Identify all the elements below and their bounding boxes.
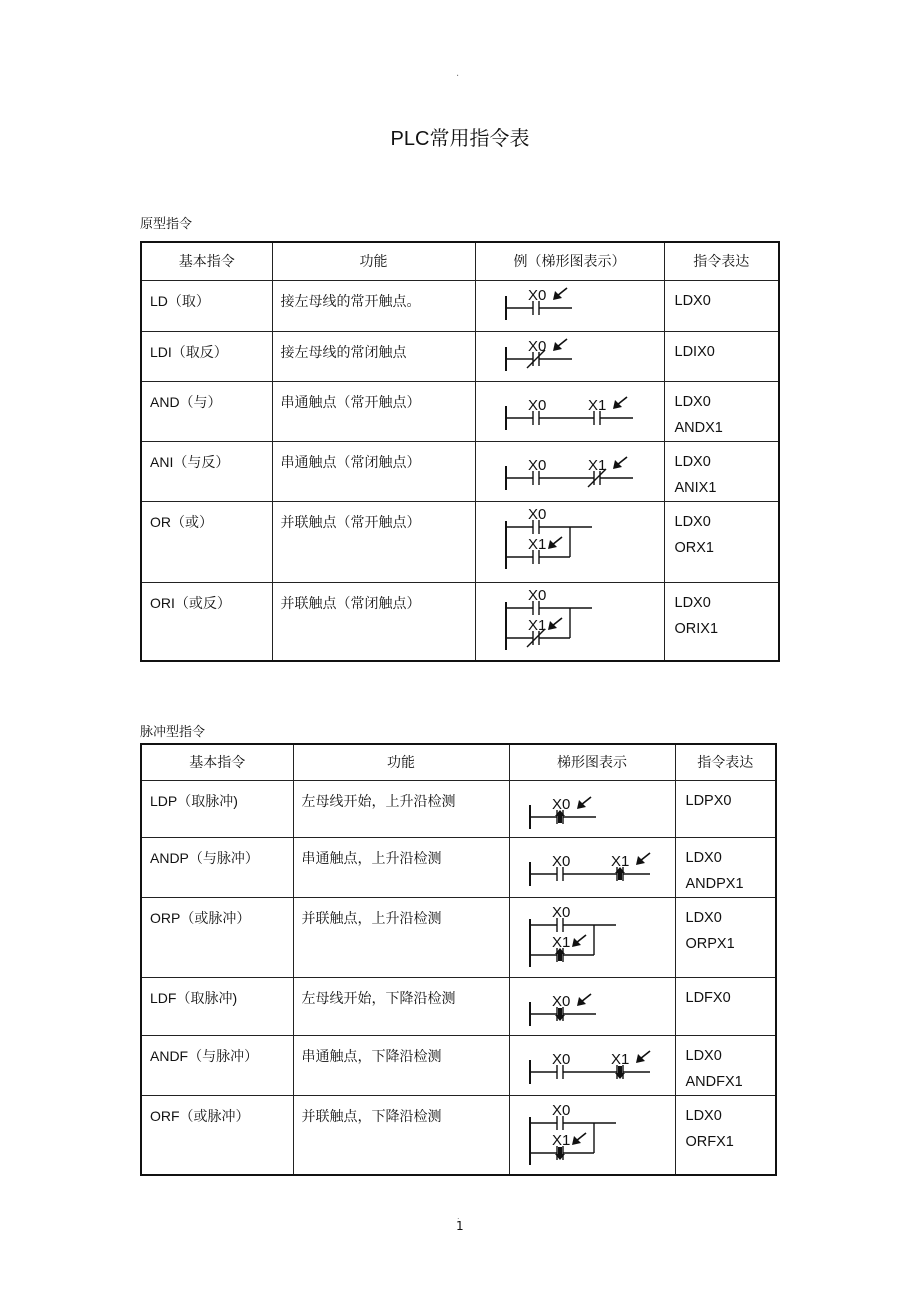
ladder-diagram [510,898,674,978]
expression-cell [675,1035,776,1095]
ladder-diagram [476,442,663,500]
expression-cell [675,977,776,1035]
contact-label: X0 [551,852,570,870]
section-label-pulse: 脉冲型指令 [140,725,206,740]
ladder-diagram-cell [509,977,675,1035]
expression-line: LDX0 [674,594,711,611]
expression-line: ANIX1 [674,479,717,496]
expression-line: ORFX1 [685,1133,734,1150]
contact-label: X0 [551,992,570,1010]
ladder-diagram [510,1096,674,1176]
header-cell: 指令表达 [664,242,779,280]
ladder-diagram-cell [509,1035,675,1095]
ladder-diagram [510,1036,674,1093]
header-cell: 梯形图表示 [509,744,675,780]
ladder-diagram-cell [475,280,664,331]
contact-label: X0 [551,1050,570,1068]
ladder-diagram [476,382,663,439]
expression-cell [664,381,779,441]
page-number: 1 [456,1219,464,1233]
ladder-diagram-cell [509,837,675,897]
expression-line: ANDX1 [674,419,723,436]
contact-label: X1 [587,396,606,414]
function-cell: 并联触点，上升沿检测 [293,897,509,977]
ladder-diagram-cell [509,897,675,977]
function-cell: 接左母线的常开触点。 [272,280,475,331]
function-cell: 接左母线的常闭触点 [272,331,475,381]
contact-label: X0 [527,586,546,604]
instruction-cell: AND（与） [141,381,272,441]
instruction-cell: OR（或） [141,501,272,582]
section-label-basic: 原型指令 [140,217,193,232]
pulse-instruction-table [140,743,777,1176]
expression-line: LDX0 [674,513,711,530]
expression-line: ANDPX1 [685,875,744,892]
function-cell: 串通触点（常开触点） [272,381,475,441]
ladder-diagram [476,583,663,662]
contact-label: X1 [527,616,546,634]
instruction-cell: LDI（取反） [141,331,272,381]
expression-line: LDFX0 [685,989,731,1006]
table-row [141,1035,776,1095]
expression-cell [675,837,776,897]
table-row [141,441,779,501]
footer-dot: . [457,1212,460,1221]
instruction-cell: ORP（或脉冲） [141,897,293,977]
basic-instruction-table [140,241,780,662]
instruction-cell: LD（取） [141,280,272,331]
ladder-diagram [476,502,663,583]
header-cell: 例（梯形图表示） [475,242,664,280]
expression-line: LDX0 [674,453,711,470]
expression-cell [664,501,779,582]
expression-line: ORPX1 [685,935,735,952]
ladder-diagram [510,978,674,1036]
header-cell: 指令表达 [675,744,776,780]
contact-label: X1 [551,933,570,951]
header-cell: 基本指令 [141,744,293,780]
function-cell: 串通触点（常闭触点） [272,441,475,501]
contact-label: X1 [610,852,629,870]
expression-line: LDX0 [674,393,711,410]
ladder-diagram [476,332,663,382]
contact-label: X1 [610,1050,629,1068]
contact-label: X0 [527,505,546,523]
contact-label: X0 [527,337,546,355]
function-cell: 并联触点（常开触点） [272,501,475,582]
header-dot: . [456,68,460,79]
ladder-diagram-cell [475,501,664,582]
function-cell: 并联触点（常闭触点） [272,582,475,661]
instruction-cell: ORI（或反） [141,582,272,661]
contact-label: X0 [527,396,546,414]
expression-line: LDIX0 [674,343,715,360]
function-cell: 左母线开始，下降沿检测 [293,977,509,1035]
header-cell: 基本指令 [141,242,272,280]
contact-label: X0 [527,456,546,474]
table-header-row [141,744,776,780]
contact-label: X1 [551,1131,570,1149]
expression-cell [675,1095,776,1175]
ladder-diagram-cell [475,441,664,501]
expression-line: ANDFX1 [685,1073,743,1090]
ladder-diagram [476,281,663,332]
expression-line: LDPX0 [685,792,732,809]
expression-cell [675,780,776,837]
instruction-cell: ORF（或脉冲） [141,1095,293,1175]
function-cell: 串通触点，下降沿检测 [293,1035,509,1095]
table-row [141,897,776,977]
expression-line: ORX1 [674,539,714,556]
page-title: PLC常用指令表 [390,128,530,150]
ladder-diagram-cell [475,582,664,661]
contact-label: X0 [551,795,570,813]
expression-line: LDX0 [685,1047,722,1064]
expression-line: LDX0 [674,292,711,309]
expression-line: ORIX1 [674,620,719,637]
table-row [141,977,776,1035]
table-row [141,280,779,331]
ladder-diagram-cell [475,381,664,441]
ladder-diagram-cell [509,1095,675,1175]
instruction-cell: LDF（取脉冲) [141,977,293,1035]
header-cell: 功能 [293,744,509,780]
table-row [141,1095,776,1175]
expression-line: LDX0 [685,1107,722,1124]
table-row [141,381,779,441]
contact-label: X0 [527,286,546,304]
function-cell: 并联触点，下降沿检测 [293,1095,509,1175]
header-cell: 功能 [272,242,475,280]
instruction-cell: LDP（取脉冲) [141,780,293,837]
ladder-diagram [510,781,674,838]
contact-label: X0 [551,1101,570,1119]
expression-cell [664,280,779,331]
table-row [141,582,779,661]
ladder-diagram [510,838,674,895]
table-row [141,501,779,582]
table-row [141,837,776,897]
expression-cell [664,582,779,661]
contact-label: X1 [527,535,546,553]
contact-label: X0 [551,903,570,921]
expression-line: LDX0 [685,849,722,866]
table-header-row [141,242,779,280]
contact-label: X1 [587,456,606,474]
ladder-diagram-cell [509,780,675,837]
expression-cell [664,441,779,501]
instruction-cell: ANI（与反） [141,441,272,501]
expression-cell [664,331,779,381]
table-row [141,780,776,837]
ladder-diagram-cell [475,331,664,381]
expression-line: LDX0 [685,909,722,926]
instruction-cell: ANDF（与脉冲） [141,1035,293,1095]
instruction-cell: ANDP（与脉冲） [141,837,293,897]
table-row [141,331,779,381]
expression-cell [675,897,776,977]
function-cell: 左母线开始，上升沿检测 [293,780,509,837]
function-cell: 串通触点，上升沿检测 [293,837,509,897]
